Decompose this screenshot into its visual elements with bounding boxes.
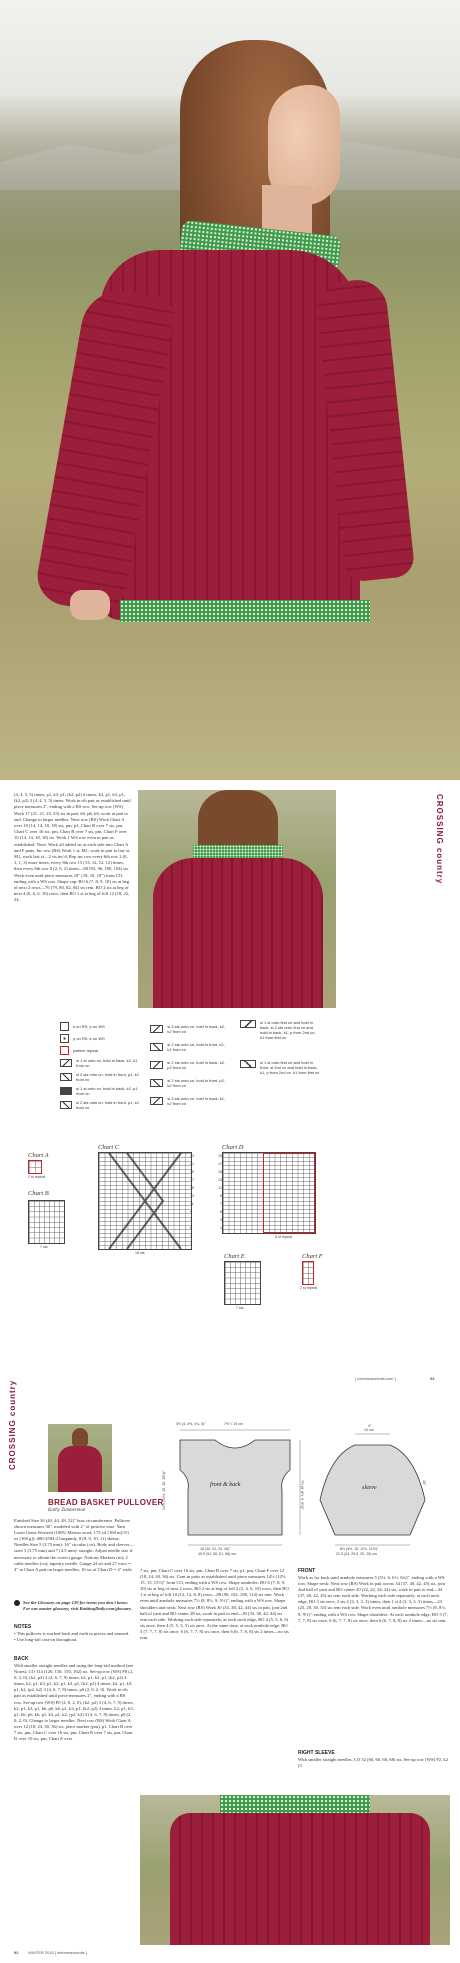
sweater xyxy=(58,1446,102,1492)
hand xyxy=(70,590,110,620)
cover-photo xyxy=(0,0,460,780)
notes-list xyxy=(14,1631,134,1643)
brand-vertical-tag: CROSSING country xyxy=(8,1379,17,1470)
pattern-title: BREAD BASKET PULLOVER xyxy=(48,1498,164,1507)
glossary-note: See the Glossary on page 130 for terms you don't know. For our master glossary, visit KnittingDaily.com/glossary. xyxy=(14,1600,134,1612)
legend-item: p on RS; k on WS xyxy=(60,1032,140,1044)
list-item: • This pullover is worked back and forth in pieces and seamed. xyxy=(14,1631,130,1636)
shirt-hem xyxy=(120,600,370,622)
chart-a-repeat: 2 st repeat xyxy=(28,1175,45,1179)
chart-f-repeat: 2 st repeat xyxy=(300,1286,317,1290)
chart-e-label: Chart E xyxy=(224,1253,245,1260)
cable-symbol-icon xyxy=(150,1079,163,1087)
sleeve-label: sleeve xyxy=(362,1485,377,1491)
footer-text: WINTER 2016 [ interweaveknits ] xyxy=(28,1950,87,1955)
chart-d-repeat: 5 st repeat xyxy=(275,1235,292,1239)
knit-symbol-icon xyxy=(60,1022,69,1031)
back-heading: BACK xyxy=(14,1656,29,1662)
detail-photo xyxy=(140,1795,450,1945)
legend-col-right xyxy=(240,1020,320,1100)
chart-legend xyxy=(60,1020,320,1140)
legend-item: pattern repeat xyxy=(60,1044,140,1056)
legend-item: sl 1 st onto first cn and hold in back, sl 2 sts onto 2nd cn and hold in back, k1, p from 2nd cn, k1 from first cn xyxy=(240,1020,320,1060)
sweater-back xyxy=(153,858,323,1008)
dim-shoulder: 3½ (4, 4½, 4¾, 5)" xyxy=(176,1422,206,1426)
dim-neck: 7½" / 19 cm xyxy=(224,1422,244,1426)
cable-symbol-icon xyxy=(150,1061,163,1069)
front-heading: FRONT xyxy=(298,1568,316,1574)
dim-length: 14½ (14½, 15, 15, 15½)" xyxy=(162,1470,166,1510)
legend-item: sl 1 st onto cn, hold in back, k2, p1 from cn xyxy=(60,1084,140,1098)
page-number: 93 xyxy=(430,1376,435,1381)
cable-symbol-icon xyxy=(150,1097,163,1105)
cable-symbol-icon xyxy=(150,1025,163,1033)
back-view-photo xyxy=(138,790,336,1008)
legend-item: sl 1 st onto cn, hold in back, k2, k1 from cn xyxy=(60,1056,140,1070)
chart-c-label: Chart C xyxy=(98,1144,120,1151)
legend-col-mid xyxy=(150,1020,230,1110)
legend-item: sl 2 sts onto cn, hold in front, p1, k2 from cn xyxy=(60,1098,140,1112)
chart-a-label: Chart A xyxy=(28,1152,49,1159)
materials-block: Finished Size 36 (40, 44, 48, 52)" bust circumference. Pullover shown measures 36", modeled with 2" of positive ease. Yarn Louet Gems Worsted (100% Merino wool; 175 yd [160 m]/3½ oz [100 g]): #80-2584-2 burgundy, 8 (8, 9, 10, 11) skeins. Needles Size 5 (3.75 mm): 16" circular (cir). Body and sleeves—sizes 5 (3.75 mm) and 7 (4.5 mm): straight. Adjust needle size if necessary to obtain the correct gauge. Notions Markers (m); 2 cable needles (cn); tapestry needle. Gauge 24 sts and 27 rows = 4" in Chart A patt on larger needles; 16 sts of Chart D = 4" wide. xyxy=(14,1518,134,1572)
front-instructions: Work as for back until armhole measures 5 (5½, 6, 6½, 6¾)", ending with a WS row. Shape neck: Next row (RS) Work in patt across 34 (37, 40, 42, 45) sts, join 2nd ball of yarn and BO center 20 (22, 22, 24, 24) sts, work in patt to end—34 (37, 40, 42, 45) sts rem each side. Working each side separately, at each neck edge, BO 3 sts once, 2 sts 2 (3, 3, 3, 3) times, then 1 st 4 (3, 3, 3, 3) times—23 (25, 28, 30, 33) sts rem each side. Work even until armhole measures 7½ (8, 8½, 9, 9½)", ending with a WS row. Shape shoulders: At each armhole edge, BO 5 (7, 7, 7, 8) sts once, 6 (6, 7, 7, 8) sts once, then 6 (6, 7, 8, 8) sts 2 times—no sts rem. xyxy=(298,1575,448,1623)
dim-bust-cm: 45.5 (51, 56, 61, 66) cm xyxy=(198,1552,237,1556)
legend-item: k on RS; p on WS xyxy=(60,1020,140,1032)
cable-symbol-icon xyxy=(150,1043,163,1051)
sweater-front xyxy=(170,1813,430,1945)
continued-instructions: (4, 4, 5, 5) times, p1, k3, p1, (k2, p2) 4 times, k2, p1, k3, p1, (k2, p2) 3 (4, 4, 5, 5) times. Work in rib patt as established until piece measures 2", ending with a RS row. Set-up row (WS) Work 17 (21, 21, 25, 25) sts in patt, k6, p6, k6, work in patt to end. Change to larger needles. Next row (RS) Work Chart A over 10 (14, 14, 18, 18) sts, pm, p1, Chart B over 7 sts, pm, Chart C over 16 sts, pm, Chart B over 7 sts, pm, Chart F over 10 (14, 14, 18, 18) sts. Work 1 WS row even in patt as established. Note: Work all added sts at each side into Chart A and F patts. Inc row (RS) Work 1 st, M1, work in patt to last st, M1, work last st—2 sts inc'd. Rep inc row every 6th row 2 (0, 1, 1, 3) more times, every 8th row 15 (13, 12, 12, 12) times, then every 8th row 0 (2, 0, 2) times—80 (92, 96, 100, 104) sts. Work even until piece measures 18" (18, 18, 18") from CO, ending with a WS row. Shape cap: BO 6 (7, 8, 9, 10) sts at beg of next 2 rows—76 (79, 80, 82, 84) sts rem. BO 2 sts at beg of next 4 (6, 6, 6, 10) rows, then BO 1 st at beg of foll 12 (18, 22, 24, xyxy=(14,792,131,903)
pattern-page-92 xyxy=(0,1379,460,1963)
right-sleeve-instructions: With smaller straight needles, CO 52 (60, 60, 68, 68) sts. Set-up row (WS) P2, k2 (3 xyxy=(298,1757,448,1769)
chart-e-width: 7 sts xyxy=(236,1306,244,1310)
chart-d-grid xyxy=(222,1152,316,1234)
cable-symbol-icon xyxy=(60,1059,72,1067)
cable-symbol-icon xyxy=(60,1073,72,1081)
dim-bust: 18 (20, 22, 24, 26)" xyxy=(200,1547,231,1551)
dim-cuff: 8½ (9½, 10, 11½, 11½)" xyxy=(340,1547,379,1551)
chart-f-grid xyxy=(302,1261,314,1285)
chart-d-repeat-box xyxy=(263,1153,315,1233)
chart-e-grid xyxy=(224,1261,261,1305)
dim-sleeve-length: 18" xyxy=(422,1480,426,1486)
dim-sleeve-top: 4" xyxy=(368,1424,372,1428)
right-sleeve-heading: RIGHT SLEEVE xyxy=(298,1750,335,1756)
chart-a-grid xyxy=(28,1160,42,1174)
cable-symbol-icon xyxy=(60,1087,72,1095)
chart-c-width: 16 sts xyxy=(135,1251,145,1255)
chart-b-label: Chart B xyxy=(28,1190,49,1197)
cable-symbol-icon xyxy=(60,1101,72,1109)
legend-item: sl 2 sts onto cn, hold in back, k1, k2 from cn xyxy=(150,1092,230,1110)
chart-c-row-numbers: 23 21 19 17 15 13 11 9 7 5 3 1 xyxy=(190,1154,194,1246)
legend-item: sl 2 sts onto cn, hold in front, p2, k2 from cn xyxy=(150,1074,230,1092)
chart-d-label: Chart D xyxy=(222,1144,244,1151)
schematic xyxy=(140,1420,440,1560)
info-icon xyxy=(14,1600,20,1606)
dim-sleeve-top-cm: 10 cm xyxy=(364,1428,374,1432)
chart-c-grid xyxy=(98,1152,192,1250)
legend-item: sl 2 sts onto cn, hold in back, k2, p2 from cn xyxy=(150,1056,230,1074)
cable-symbol-icon xyxy=(240,1060,256,1068)
front-back-label: front & back xyxy=(210,1482,241,1488)
schematic-drawing xyxy=(140,1420,440,1560)
legend-item: sl 2 sts onto cn, hold in back, k2, k2 from cn xyxy=(150,1020,230,1038)
brand-vertical-tag: CROSSING country xyxy=(435,794,444,885)
back-instructions: With smaller straight needles and using the long-tail method (see Notes), CO 114 (126, 138, 150, 162) sts. Set-up row (WS) P0 (2, 0, 2, 0), (k2, p2) 3 (4, 6, 7, 9) times, k2, p1, k3, p1, (k2, p2) 4 times, k2, p1, k3, p1, k2, p1, k3, p1, (k2, p2) 4 times, k2, p1, k3, p1, k2, (p2, k2) 3 (4, 6, 7, 9) times, p0 (2, 0, 2, 0). Work in rib patt as established until piece measures 2", ending with a RS row. Set-up row (WS) P0 (2, 0, 2, 0), (k2, p2) 3 (4, 6, 7, 9) times, k2, p1, k3, p1, k6, p6, k6, p1, k3, p1, (k2, p2) 4 times, k2, p1, k3, p1, k6, p6, k6, p1, k3, p1, k2, (p2, k2) 3 (4, 6, 7, 9) times, p0 (2, 0, 2, 0). Change to larger needles. Next row (RS) Work Chart A over 12 (18, 24, 30, 36) sts, place marker (pm), p1, Chart B over 7 sts, pm, Chart C over 16 sts, pm, Chart B over 7 sts, pm, Chart D over 16 sts, pm, Chart E over xyxy=(14,1663,134,1742)
dim-cuff-cm: 21.5 (24, 25.5, 29, 29) cm xyxy=(336,1552,378,1556)
purl-symbol-icon xyxy=(60,1034,69,1043)
designer-byline: Kathy Zimmerman xyxy=(48,1508,86,1513)
page-number: 92 xyxy=(14,1950,19,1955)
legend-col-left xyxy=(60,1020,140,1112)
legend-item: sl 2 sts onto cn, hold in front, p1, k2 from cn xyxy=(60,1070,140,1084)
pattern-page-93 xyxy=(0,780,460,1400)
legend-item: sl 1 st onto first cn and hold in front, sl 2nd cn and hold in back, k1, p from 2nd cn, k1 from first cn xyxy=(240,1060,320,1100)
dim-armhole: 7½ (8, 8½, 9, 9½)" xyxy=(300,1480,304,1510)
chart-d-row-numbers: 19 17 15 13 11 9 7 5 3 1 xyxy=(218,1154,222,1230)
notes-heading: NOTES xyxy=(14,1624,32,1630)
back-instructions-cont: 7 sts, pm, Chart C over 16 sts, pm, Chart B over 7 sts, p1, pm, Chart F over 12 (18, 24, 30, 36) sts. Cont in patts as established until piece measures 14½ (14½, 15, 15, 15½)" from CO, ending with a WS row. Shape armholes: BO 6 (7, 8, 9, 10) sts at beg of next 2 rows, BO 2 sts at beg of foll 2 (2, 4, 6, 10) rows, then BO 1 st at beg of foll 10 (12, 12, 8, 8) rows—88 (96, 102, 108, 114) sts rem. Work even until armhole measures 7½ (8, 8½, 9, 9½)", ending with a WS row. Shape shoulders and neck: Next row (RS) Work 30 (33, 38, 42, 44) sts in patt, join 2nd ball of yarn and BO center 28 sts, work in patt to end—30 (33, 38, 42, 44) sts rem each side. Working each side separately, at each neck edge, BO 4 (5, 5, 6, 6) sts once, then 4 (5, 5, 5, 5) sts once. At the same time, at each armhole edge, BO 5 (7, 7, 7, 8) sts once, 6 (6, 7, 7, 8) sts once, then 6 (6, 7, 8, 8) sts 2 times—no sts rem. xyxy=(140,1568,289,1641)
thumbnail-photo xyxy=(48,1424,112,1492)
chart-b-width: 7 sts xyxy=(40,1245,48,1249)
legend-item: sl 2 sts onto cn, hold in front, k2, k2 from cn xyxy=(150,1038,230,1056)
chart-b-grid xyxy=(28,1200,65,1244)
cable-symbol-icon xyxy=(240,1020,256,1028)
list-item: • Use long-tail cast-on throughout. xyxy=(14,1637,78,1643)
chart-c-cables xyxy=(99,1153,191,1249)
repeat-box-icon xyxy=(60,1046,69,1055)
footer-site: [ interweaveknits.com ] xyxy=(355,1376,396,1381)
chart-f-label: Chart F xyxy=(302,1253,323,1260)
